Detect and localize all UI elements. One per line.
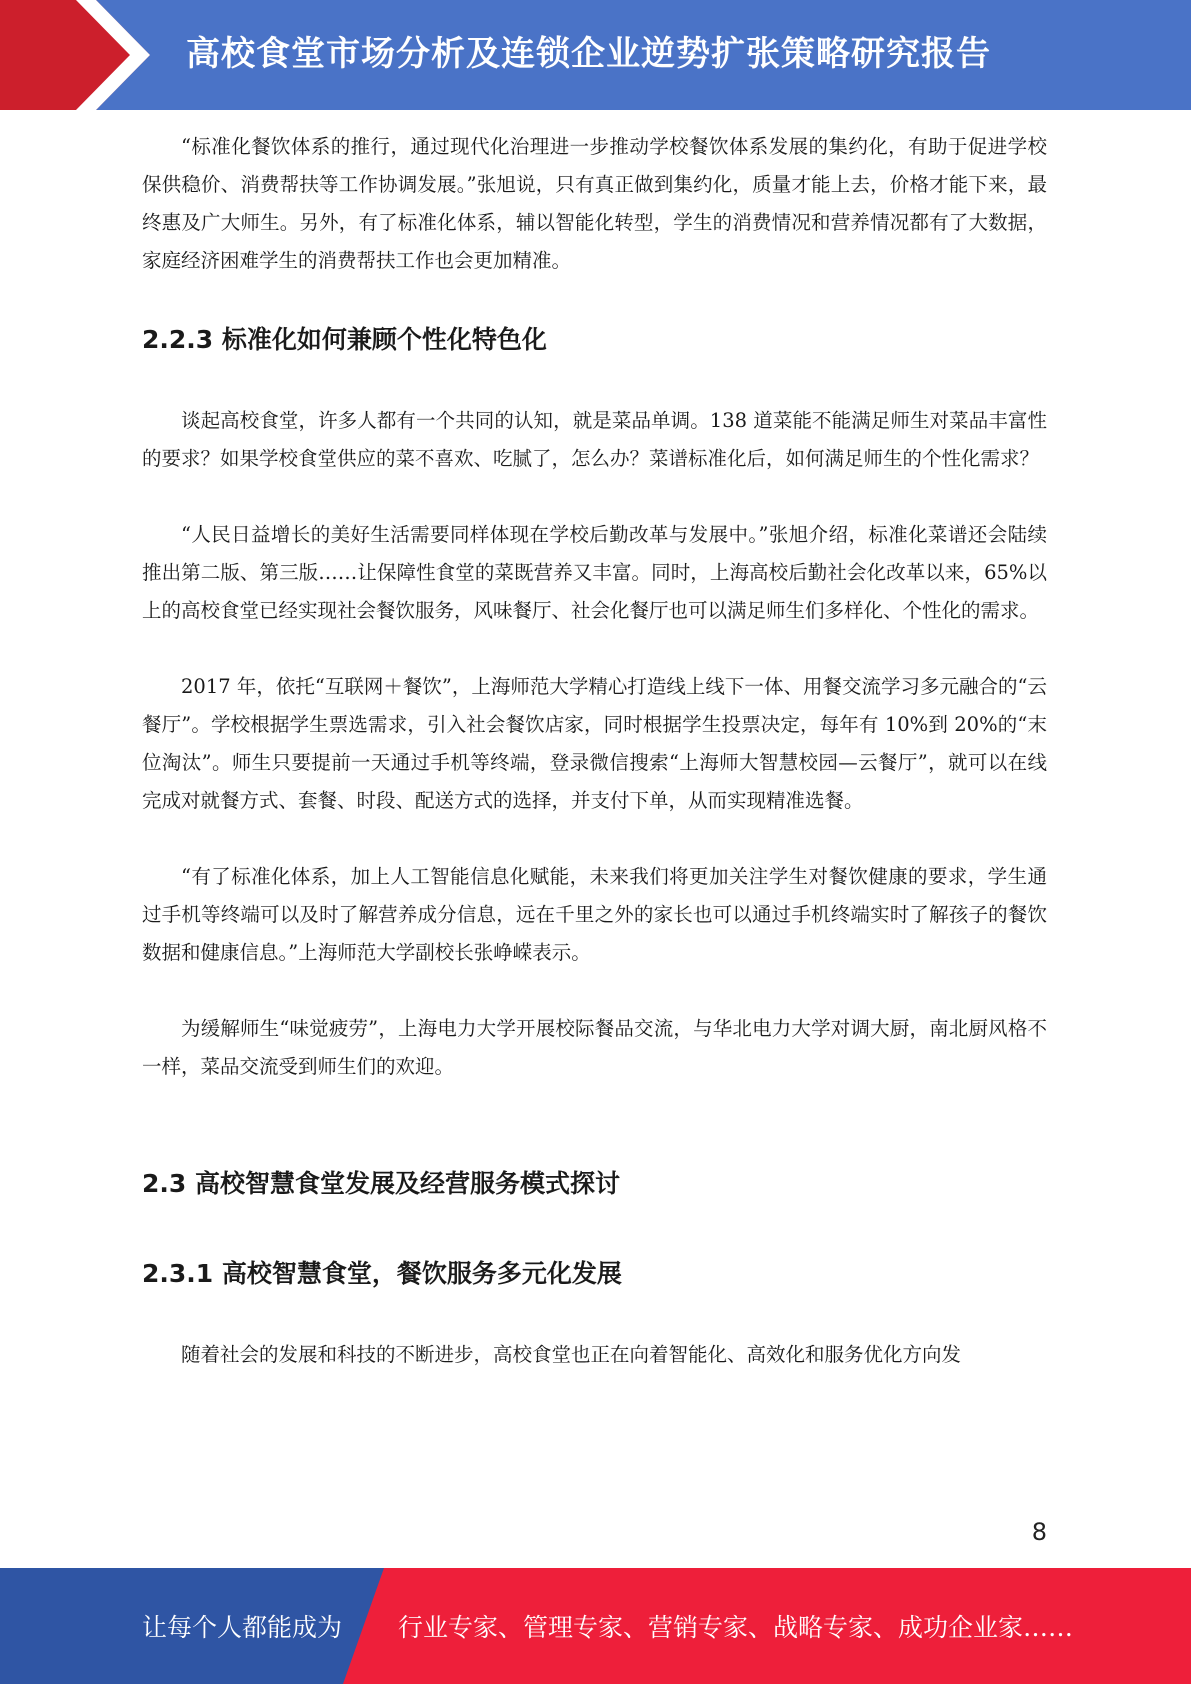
section-heading-2-2-3: 2.2.3 标准化如何兼顾个性化特色化	[142, 325, 547, 354]
header-bar	[0, 0, 1191, 110]
report-title: 高校食堂市场分析及连锁企业逆势扩张策略研究报告	[186, 34, 991, 74]
section-heading-2-3-1: 2.3.1 高校智慧食堂，餐饮服务多元化发展	[142, 1259, 622, 1288]
header-chevron-graphic	[0, 0, 150, 110]
section-heading-2-3: 2.3 高校智慧食堂发展及经营服务模式探讨	[142, 1169, 620, 1198]
footer-slogan-left: 让每个人都能成为	[142, 1613, 343, 1642]
paragraph: “标准化餐饮体系的推行，通过现代化治理进一步推动学校餐饮体系发展的集约化，有助于促进学校保供稳价、消费帮扶等工作协调发展。”张旭说，只有真正做到集约化，质量才能上去，价格才能下来，最终惠及广大师生。另外，有了标准化体系，辅以智能化转型，学生的消费情况和营养情况都有了大数据，家庭经济困难学生的消费帮扶工作也会更加精准。	[142, 135, 1047, 272]
footer-slogan-right: 行业专家、管理专家、营销专家、战略专家、成功企业家……	[398, 1613, 1074, 1642]
paragraph: “有了标准化体系，加上人工智能信息化赋能，未来我们将更加关注学生对餐饮健康的要求，学生通过手机等终端可以及时了解营养成分信息，远在千里之外的家长也可以通过手机终端实时了解孩子的餐饮数据和健康信息。”上海师范大学副校长张峥嵘表示。	[142, 865, 1047, 964]
document-body	[142, 128, 1047, 1374]
page-number: 8	[1031, 1518, 1047, 1546]
paragraph: 随着社会的发展和科技的不断进步，高校食堂也正在向着智能化、高效化和服务优化方向发	[181, 1343, 962, 1366]
paragraph: 谈起高校食堂，许多人都有一个共同的认知，就是菜品单调。138 道菜能不能满足师生对菜品丰富性的要求？如果学校食堂供应的菜不喜欢、吃腻了，怎么办？菜谱标准化后，如何满足师生的个性化需求？	[142, 409, 1047, 470]
paragraph: 为缓解师生“味觉疲劳”，上海电力大学开展校际餐品交流，与华北电力大学对调大厨，南北厨风格不一样，菜品交流受到师生们的欢迎。	[142, 1017, 1047, 1078]
footer-banner	[0, 1568, 1191, 1684]
paragraph: “人民日益增长的美好生活需要同样体现在学校后勤改革与发展中。”张旭介绍，标准化菜谱还会陆续推出第二版、第三版……让保障性食堂的菜既营养又丰富。同时，上海高校后勤社会化改革以来，65%以上的高校食堂已经实现社会餐饮服务，风味餐厅、社会化餐厅也可以满足师生们多样化、个性化的需求。	[142, 523, 1047, 622]
paragraph: 2017 年，依托“互联网＋餐饮”，上海师范大学精心打造线上线下一体、用餐交流学习多元融合的“云餐厅”。学校根据学生票选需求，引入社会餐饮店家，同时根据学生投票决定，每年有 10%到 20%的“末位淘汰”。师生只要提前一天通过手机等终端，登录微信搜索“上海师大智慧校园—云餐厅”，就可以在线完成对就餐方式、套餐、时段、配送方式的选择，并支付下单，从而实现精准选餐。	[142, 675, 1047, 812]
